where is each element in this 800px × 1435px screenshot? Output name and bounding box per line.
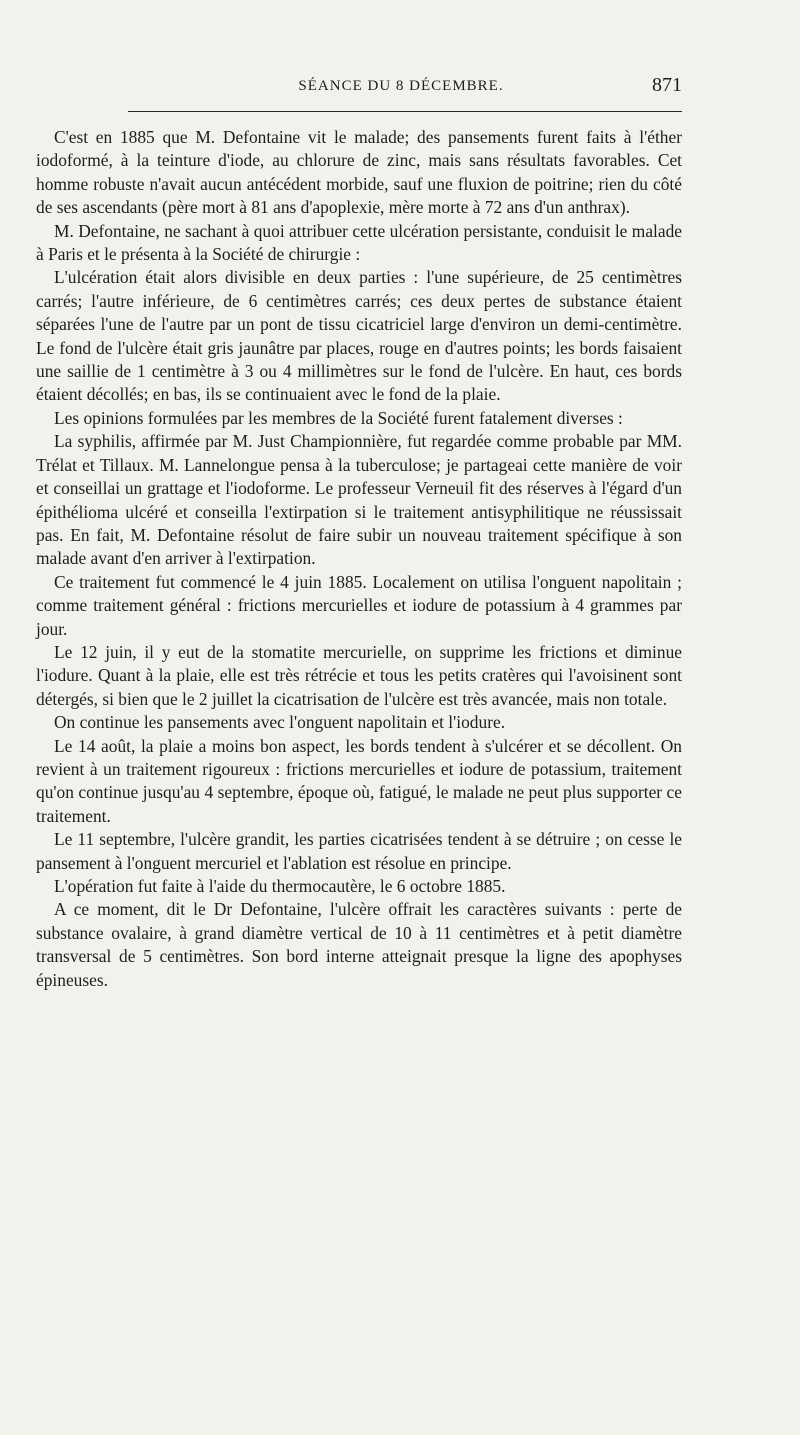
paragraph: Le 12 juin, il y eut de la stomatite mercurielle, on supprime les frictions et diminue l'iodure. Quant à la plaie, elle est très rétrécie et tous les petits cratères qui l'avoisinent sont détergés, si bien que le 2 juillet la cicatrisation de l'ulcère est très avancée, mais non totale. <box>36 641 682 709</box>
paragraph: L'opération fut faite à l'aide du thermocautère, le 6 octobre 1885. <box>54 876 506 896</box>
paragraph: C'est en 1885 que M. Defontaine vit le malade; des pansements furent faits à l'éther iodoformé, à la teinture d'iode, au chlorure de zinc, mais sans résultats favorables. Cet homme robuste n'avait aucun antécédent morbide, sauf une fluxion de poitrine; rien du côté de ses ascendants (père mort à 81 ans d'apoplexie, mère morte à 72 ans d'un anthrax). <box>36 127 682 218</box>
paragraph: Le 11 septembre, l'ulcère grandit, les parties cicatrisées tendent à se détruire ; on cesse le pansement à l'onguent mercuriel et l'ablation est résolue en principe. <box>36 829 682 873</box>
paragraph: On continue les pansements avec l'onguent napolitain et l'iodure. <box>54 712 506 733</box>
paragraph: A ce moment, dit le Dr Defontaine, l'ulcère offrait les caractères suivants : perte de substance ovalaire, à grand diamètre vertical de 10 à 11 centimètres et à petit diamètre transversal de 5 centimètres. Son bord interne atteignait presque la ligne des apophyses épineuses. <box>36 899 682 990</box>
running-title: SÉANCE DU 8 DÉCEMBRE. <box>298 78 504 94</box>
body-text <box>36 126 682 992</box>
running-head <box>120 74 682 100</box>
paragraph: Les opinions formulées par les membres de la Société furent fatalement diverses : <box>54 407 623 428</box>
paragraph: Ce traitement fut commencé le 4 juin 1885. Localement on utilisa l'onguent napolitain ; comme traitement général : frictions mercurielles et iodure de potassium à 4 grammes par jour. <box>36 571 682 639</box>
header-rule <box>128 111 682 112</box>
page-number: 871 <box>652 74 682 96</box>
paragraph: L'ulcération était alors divisible en deux parties : l'une supérieure, de 25 centimètres carrés; l'autre inférieure, de 6 centimètres carrés; ces deux pertes de substance étaient séparées l'une de l'autre par un pont de tissu cicatriciel large d'environ un demi-centimètre. Le fond de l'ulcère était gris jaunâtre par places, rouge en d'autres points; les bords faisaient une saillie de 1 centimètre à 3 ou 4 millimètres sur le fond de l'ulcère. En haut, ces bords étaient décollés; en bas, ils se continuaient avec le fond de la plaie. <box>36 267 682 405</box>
paragraph: M. Defontaine, ne sachant à quoi attribuer cette ulcération persistante, conduisit le malade à Paris et le présenta à la Société de chirurgie : <box>36 220 682 265</box>
paragraph: Le 14 août, la plaie a moins bon aspect, les bords tendent à s'ulcérer et se décollent. On revient à un traitement rigoureux : frictions mercurielles et iodure de potassium, traitement qu'on continue jusqu'au 4 septembre, époque où, fatigué, le malade ne peut plus supporter ce traitement. <box>36 735 682 826</box>
paragraph: La syphilis, affirmée par M. Just Championnière, fut regardée comme probable par MM. Trélat et Tillaux. M. Lannelongue pensa à la tuberculose; je partageai cette manière de voir et conseillai un grattage et l'iodoforme. Le professeur Verneuil fit des réserves à l'égard d'un épithélioma ulcéré et conseilla l'extirpation si le traitement antisyphilitique ne réussissait pas. En fait, M. Defontaine résolut de faire subir un nouveau traitement spécifique à son malade avant d'en arriver à l'extirpation. <box>36 431 682 569</box>
